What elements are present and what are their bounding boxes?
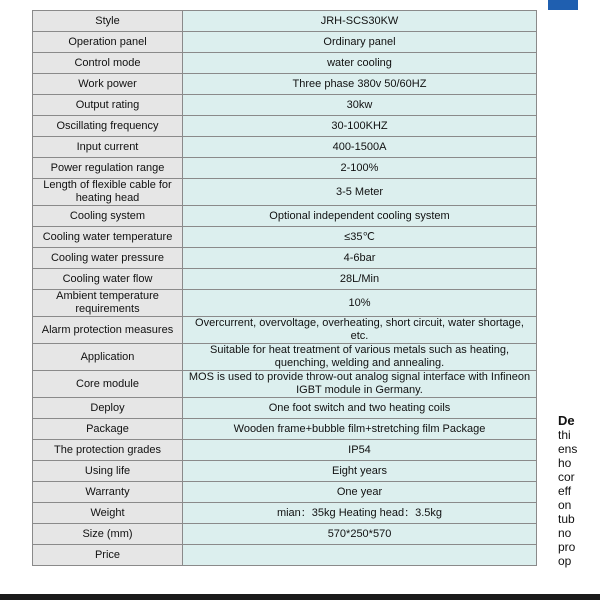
table-row — [33, 461, 537, 482]
spec-value: Wooden frame+bubble film+stretching film Package — [183, 419, 537, 440]
spec-value: Ordinary panel — [183, 32, 537, 53]
spec-value: 28L/Min — [183, 269, 537, 290]
top-blue-tab — [548, 0, 578, 10]
spec-label: Operation panel — [33, 32, 183, 53]
side-text-line: ens — [558, 442, 578, 456]
spec-label: Warranty — [33, 482, 183, 503]
table-row — [33, 116, 537, 137]
spec-label: Alarm protection measures — [33, 317, 183, 344]
table-row — [33, 545, 537, 566]
bottom-bar — [0, 594, 600, 600]
spec-value: 10% — [183, 290, 537, 317]
spec-value: JRH-SCS30KW — [183, 11, 537, 32]
table-row — [33, 398, 537, 419]
table-row — [33, 371, 537, 398]
side-text-line: thi — [558, 428, 571, 442]
table-row — [33, 503, 537, 524]
spec-label: Output rating — [33, 95, 183, 116]
table-row — [33, 524, 537, 545]
table-row — [33, 227, 537, 248]
spec-label: Power regulation range — [33, 158, 183, 179]
spec-value: water cooling — [183, 53, 537, 74]
table-row — [33, 95, 537, 116]
spec-value: 4-6bar — [183, 248, 537, 269]
spec-label: Using life — [33, 461, 183, 482]
spec-value: 3-5 Meter — [183, 179, 537, 206]
table-row — [33, 137, 537, 158]
spec-value: Eight years — [183, 461, 537, 482]
table-row — [33, 290, 537, 317]
spec-value: Suitable for heat treatment of various metals such as heating, quenching, welding and annealing. — [183, 344, 537, 371]
left-margin — [0, 10, 28, 598]
spec-value: 400-1500A — [183, 137, 537, 158]
spec-label: Cooling system — [33, 206, 183, 227]
spec-value: 2-100% — [183, 158, 537, 179]
spec-label: Price — [33, 545, 183, 566]
table-row — [33, 419, 537, 440]
spec-label: Cooling water flow — [33, 269, 183, 290]
table-row — [33, 53, 537, 74]
spec-value: One year — [183, 482, 537, 503]
spec-label: Length of flexible cable for heating head — [33, 179, 183, 206]
spec-value: One foot switch and two heating coils — [183, 398, 537, 419]
spec-value: IP54 — [183, 440, 537, 461]
spec-value: 30-100KHZ — [183, 116, 537, 137]
spec-value — [183, 545, 537, 566]
side-text-line: on — [558, 498, 572, 512]
spec-label: Input current — [33, 137, 183, 158]
side-text-line: op — [558, 554, 572, 568]
spec-label: Weight — [33, 503, 183, 524]
spec-table — [32, 10, 537, 566]
table-row — [33, 32, 537, 53]
table-row — [33, 269, 537, 290]
spec-label: Deploy — [33, 398, 183, 419]
side-description — [558, 414, 600, 568]
spec-label: Application — [33, 344, 183, 371]
spec-value: 30kw — [183, 95, 537, 116]
spec-label: Package — [33, 419, 183, 440]
spec-label: Cooling water temperature — [33, 227, 183, 248]
side-text-line: cor — [558, 470, 575, 484]
spec-label: Size (mm) — [33, 524, 183, 545]
table-row — [33, 440, 537, 461]
side-text-line: ho — [558, 456, 572, 470]
table-row — [33, 11, 537, 32]
table-row — [33, 206, 537, 227]
side-text-line: no — [558, 526, 572, 540]
spec-label: Work power — [33, 74, 183, 95]
side-text-line: De — [558, 414, 575, 428]
spec-value: Three phase 380v 50/60HZ — [183, 74, 537, 95]
table-row — [33, 344, 537, 371]
table-row — [33, 158, 537, 179]
spec-value: ≤35℃ — [183, 227, 537, 248]
side-text-line: tub — [558, 512, 575, 526]
spec-label: Style — [33, 11, 183, 32]
spec-label: Cooling water pressure — [33, 248, 183, 269]
side-text-line: eff — [558, 484, 572, 498]
spec-value: mian：35kg Heating head：3.5kg — [183, 503, 537, 524]
spec-value: Optional independent cooling system — [183, 206, 537, 227]
spec-label: The protection grades — [33, 440, 183, 461]
table-row — [33, 482, 537, 503]
table-row — [33, 179, 537, 206]
spec-value: 570*250*570 — [183, 524, 537, 545]
spec-label: Oscillating frequency — [33, 116, 183, 137]
spec-label: Ambient temperature requirements — [33, 290, 183, 317]
side-text-line: pro — [558, 540, 576, 554]
spec-value: Overcurrent, overvoltage, overheating, short circuit, water shortage, etc. — [183, 317, 537, 344]
table-row — [33, 74, 537, 95]
table-row — [33, 248, 537, 269]
spec-label: Core module — [33, 371, 183, 398]
spec-label: Control mode — [33, 53, 183, 74]
spec-value: MOS is used to provide throw-out analog signal interface with Infineon IGBT module in Germany. — [183, 371, 537, 398]
top-strip — [0, 0, 600, 10]
table-row — [33, 317, 537, 344]
